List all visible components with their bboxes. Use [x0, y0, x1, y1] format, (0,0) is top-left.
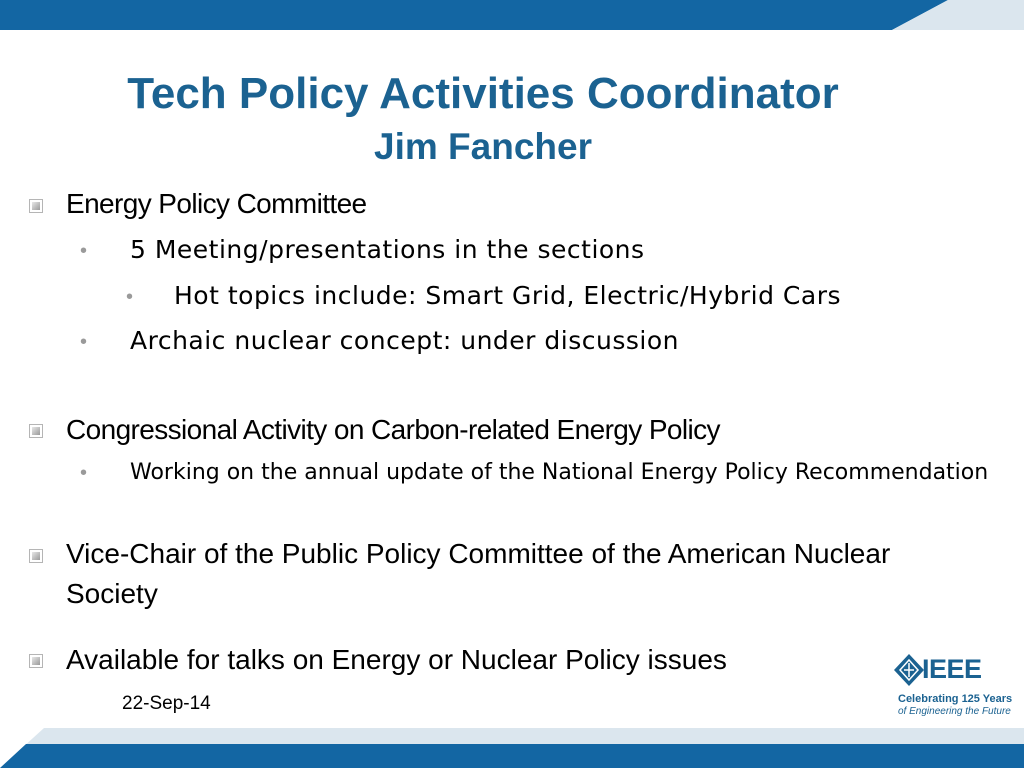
bullet-vice-chair: Vice-Chair of the Public Policy Committee of the American Nuclear Society	[66, 538, 891, 609]
dot-bullet-icon: •	[126, 286, 134, 308]
ieee-diamond-icon	[894, 654, 924, 686]
square-bullet-icon	[29, 199, 43, 213]
slide-title: Tech Policy Activities Coordinator	[127, 69, 839, 118]
square-bullet-icon	[29, 549, 43, 563]
ieee-logo	[894, 652, 1013, 722]
ieee-wordmark: IEEE	[922, 654, 982, 684]
bottom-banner	[0, 728, 1024, 768]
sub-bullet-archaic-nuclear: Archaic nuclear concept: under discussion	[130, 326, 679, 355]
dot-bullet-icon: •	[80, 240, 88, 262]
bullet-congressional-activity: Congressional Activity on Carbon-related Energy Policy	[66, 414, 720, 445]
sub-bullet-hot-topics: Hot topics include: Smart Grid, Electric/Hybrid Cars	[174, 281, 841, 310]
square-bullet-icon	[29, 424, 43, 438]
square-bullet-icon	[29, 654, 43, 668]
dot-bullet-icon: •	[80, 331, 88, 353]
dot-bullet-icon: •	[80, 462, 88, 484]
slide-subtitle: Jim Fancher	[374, 126, 592, 167]
sub-bullet-annual-update: Working on the annual update of the National Energy Policy Recommendation	[130, 460, 989, 485]
logo-tagline-engineering: of Engineering the Future	[898, 706, 1011, 717]
bullet-energy-policy-committee: Energy Policy Committee	[66, 188, 367, 219]
sub-bullet-meetings: 5 Meeting/presentations in the sections	[130, 235, 645, 264]
logo-tagline-celebrating: Celebrating 125 Years	[898, 693, 1013, 705]
slide-date: 22-Sep-14	[122, 693, 211, 714]
bullet-available-for-talks: Available for talks on Energy or Nuclear Policy issues	[66, 644, 727, 675]
top-banner	[0, 0, 1024, 30]
